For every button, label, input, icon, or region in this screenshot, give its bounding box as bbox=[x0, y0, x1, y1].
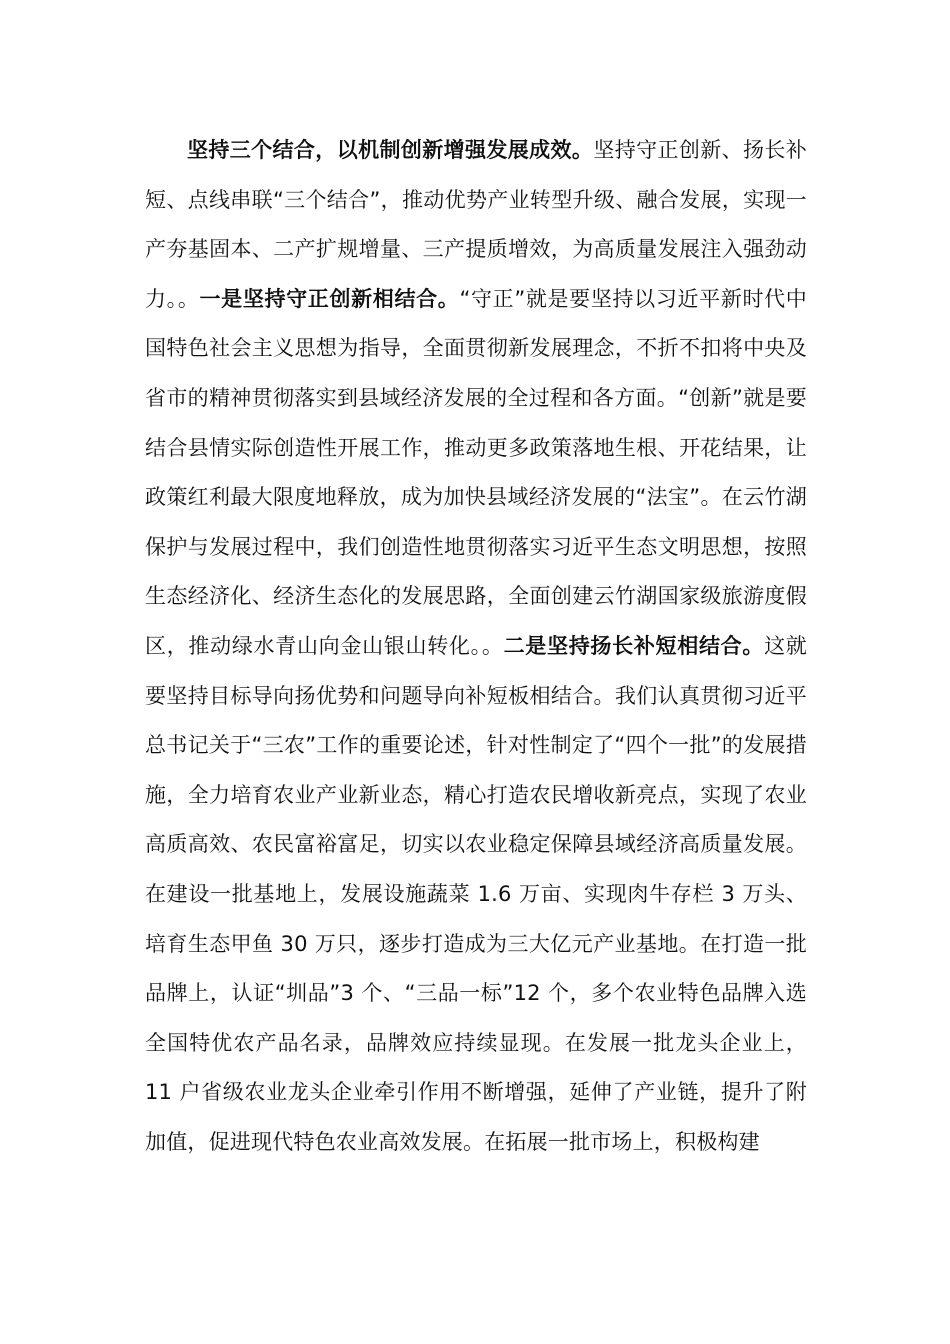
intro-text: 坚持守正创新、扬长补短、点线串联“三个结合”，推动优势产业转型升级、融合发展，实现一产夯基固本、二产扩规增量、三产提质增效，为高质量发展注入强劲动力。。 bbox=[145, 138, 807, 311]
point-one-text: “守正”就是要坚持以习近平新时代中国特色社会主义思想为指导，全面贯彻新发展理念，不折不扣将中央及省市的精神贯彻落实到县域经济发展的全过程和各方面。“创新”就是要结合县情实际创造性开展工作，推动更多政策落地生根、开花结果，让政策红利最大限度地释放，成为加快县域经济发展的“法宝”。在云竹湖保护与发展过程中，我们创造性地贯彻落实习近平生态文明思想，按照生态经济化、经济生态化的发展思路，全面创建云竹湖国家级旅游度假区，推动绿水青山向金山银山转化。。 bbox=[145, 286, 807, 658]
body-paragraph bbox=[145, 126, 807, 1167]
section-heading: 坚持三个结合，以机制创新增强发展成效。 bbox=[187, 138, 594, 162]
point-two-heading: 二是坚持扬长补短相结合。 bbox=[503, 633, 765, 658]
point-one-heading: 一是坚持守正创新相结合。 bbox=[199, 286, 460, 311]
point-two-text: 这就要坚持目标导向扬优势和问题导向补短板相结合。我们认真贯彻习近平总书记关于“三农”工作的重要论述，针对性制定了“四个一批”的发展措施，全力培育农业产业新业态，精心打造农民增收新亮点，实现了农业高质高效、农民富裕富足，切实以农业稳定保障县域经济高质量发展。在建设一批基地上，发展设施蔬菜 1.6 万亩、实现肉牛存栏 3 万头、培育生态甲鱼 30 万只，逐步打造成为三大亿元产业基地。在打造一批品牌上，认证“圳品”3 个、“三品一标”12 个，多个农业特色品牌入选全国特优农产品名录，品牌效应持续显现。在发展一批龙头企业上，11 户省级农业龙头企业牵引作用不断增强，延伸了产业链，提升了附加值，促进现代特色农业高效发展。在拓展一批市场上，积极构建 bbox=[145, 633, 807, 1154]
